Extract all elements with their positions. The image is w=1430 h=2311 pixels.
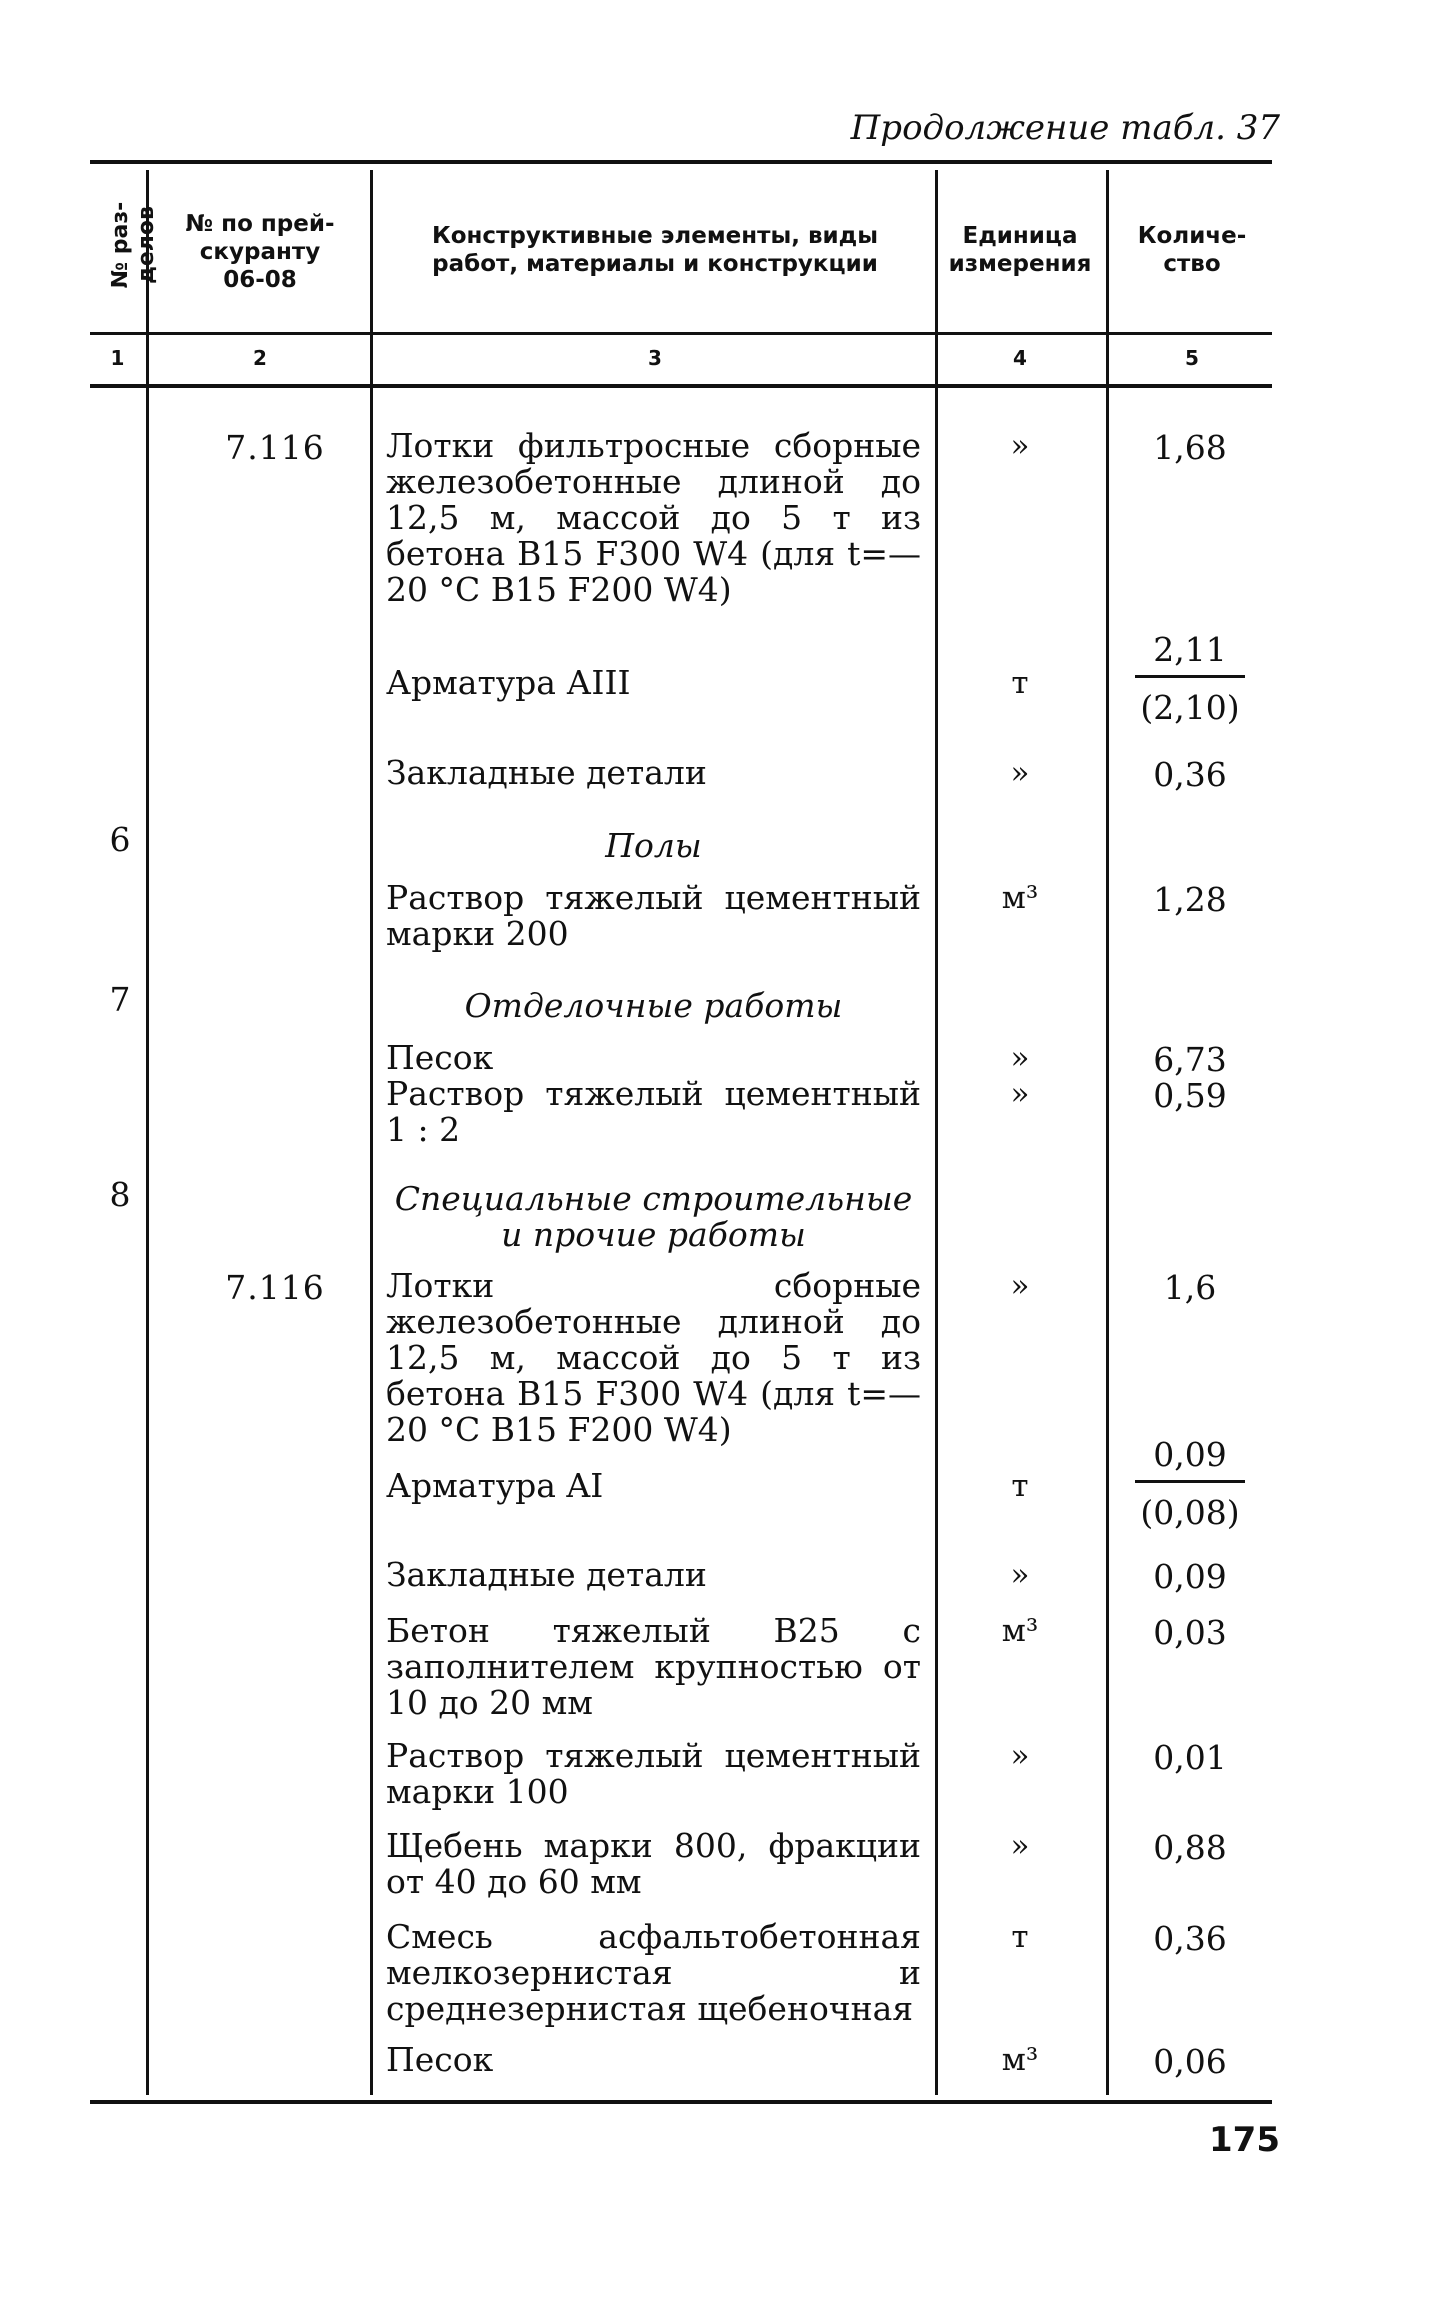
unit-cell: м³ — [1001, 2042, 1039, 2078]
quantity-cell: 0,01 — [1153, 1738, 1227, 1777]
unit-cell: т — [1011, 1468, 1029, 1504]
numbers-bottom-rule — [90, 384, 1272, 388]
table-top-rule — [90, 160, 1272, 164]
item-description: Лотки фильтросные сборные железобетонные длиной до 12,5 м, массой до 5 т из бетона B15 F300 W4 (для t=—20 °C B15 F200 W4) — [386, 426, 921, 609]
item-description: Бетон тяжелый B25 с заполнителем крупностью от 10 до 20 мм — [386, 1611, 921, 1722]
unit-cell: м³ — [1001, 1613, 1039, 1649]
column-number-3: 3 — [648, 346, 662, 370]
column-number-2: 2 — [253, 346, 267, 370]
unit-cell: т — [1011, 665, 1029, 701]
item-description: Смесь асфальтобетонная мелкозернистая и среднезернистая щебеночная — [386, 1917, 921, 2028]
unit-cell: » — [1010, 1828, 1030, 1864]
quantity-cell: 0,09 — [1153, 1557, 1227, 1596]
item-description: Раствор тяжелый цементный марки 200 — [386, 878, 921, 953]
column-divider-2 — [370, 170, 373, 2095]
header-section-number: № раз- делов — [108, 201, 159, 289]
quantity-main: 0,09 — [1135, 1435, 1245, 1483]
quantity-cell: 6,73 — [1153, 1040, 1227, 1079]
section-heading: Специальные строительные и прочие работы — [394, 1179, 913, 1254]
unit-cell: » — [1010, 1738, 1030, 1774]
quantity-cell: 1,28 — [1153, 880, 1227, 919]
quantity-cell: 0,36 — [1153, 755, 1227, 794]
header-bottom-rule — [90, 332, 1272, 335]
unit-cell: м³ — [1001, 880, 1039, 916]
quantity-fraction — [1135, 630, 1245, 727]
price-list-code: 7.116 — [225, 1268, 325, 1307]
quantity-fraction — [1135, 1435, 1245, 1532]
unit-cell: » — [1010, 1040, 1030, 1076]
column-divider-4 — [1106, 170, 1109, 2095]
section-number: 6 — [109, 820, 131, 859]
unit-cell: » — [1010, 755, 1030, 791]
section-heading: Полы — [605, 826, 702, 865]
quantity-cell: 0,88 — [1153, 1828, 1227, 1867]
quantity-cell: 0,03 — [1153, 1613, 1227, 1652]
page-number: 175 — [1209, 2120, 1280, 2160]
continuation-label: Продолжение табл. 37 — [850, 108, 1280, 148]
unit-cell: » — [1010, 1076, 1030, 1112]
quantity-alt: (0,08) — [1140, 1493, 1240, 1532]
item-description: Арматура АIII — [386, 663, 631, 702]
item-description: Раствор тяжелый цементный 1 : 2 — [386, 1074, 921, 1149]
header-unit: Единица измерения — [948, 223, 1092, 277]
quantity-cell: 0,59 — [1153, 1076, 1227, 1115]
header-price-list-number: № по прей- скуранту 06-08 — [185, 211, 335, 293]
section-number: 8 — [109, 1175, 131, 1214]
column-divider-1 — [146, 170, 149, 2095]
item-description: Лотки сборные железобетонные длиной до 12,5 м, массой до 5 т из бетона B15 F300 W4 (для t=—20 °C B15 F200 W4) — [386, 1266, 921, 1449]
table-bottom-rule — [90, 2100, 1272, 2104]
quantity-cell: 1,68 — [1153, 428, 1227, 467]
price-list-code: 7.116 — [225, 428, 325, 467]
item-description: Песок — [386, 2040, 494, 2079]
item-description: Песок — [386, 1038, 494, 1077]
item-description: Арматура AI — [386, 1466, 604, 1505]
quantity-cell: 1,6 — [1163, 1268, 1217, 1307]
column-number-1: 1 — [110, 346, 125, 370]
section-heading: Отделочные работы — [464, 986, 843, 1025]
header-quantity: Количе- ство — [1137, 223, 1247, 277]
quantity-cell: 0,36 — [1153, 1919, 1227, 1958]
unit-cell: т — [1011, 1919, 1029, 1955]
column-number-4: 4 — [1013, 346, 1027, 370]
unit-cell: » — [1010, 428, 1030, 464]
quantity-cell: 0,06 — [1153, 2042, 1227, 2081]
unit-cell: » — [1010, 1268, 1030, 1304]
column-divider-3 — [935, 170, 938, 2095]
column-number-5: 5 — [1185, 346, 1199, 370]
quantity-alt: (2,10) — [1140, 688, 1240, 727]
item-description: Щебень марки 800, фракции от 40 до 60 мм — [386, 1826, 921, 1901]
section-number: 7 — [109, 980, 131, 1019]
unit-cell: » — [1010, 1557, 1030, 1593]
header-description: Конструктивные элементы, виды работ, материалы и конструкции — [431, 223, 879, 277]
item-description: Раствор тяжелый цементный марки 100 — [386, 1736, 921, 1811]
item-description: Закладные детали — [386, 1555, 707, 1594]
item-description: Закладные детали — [386, 753, 707, 792]
quantity-main: 2,11 — [1135, 630, 1245, 678]
